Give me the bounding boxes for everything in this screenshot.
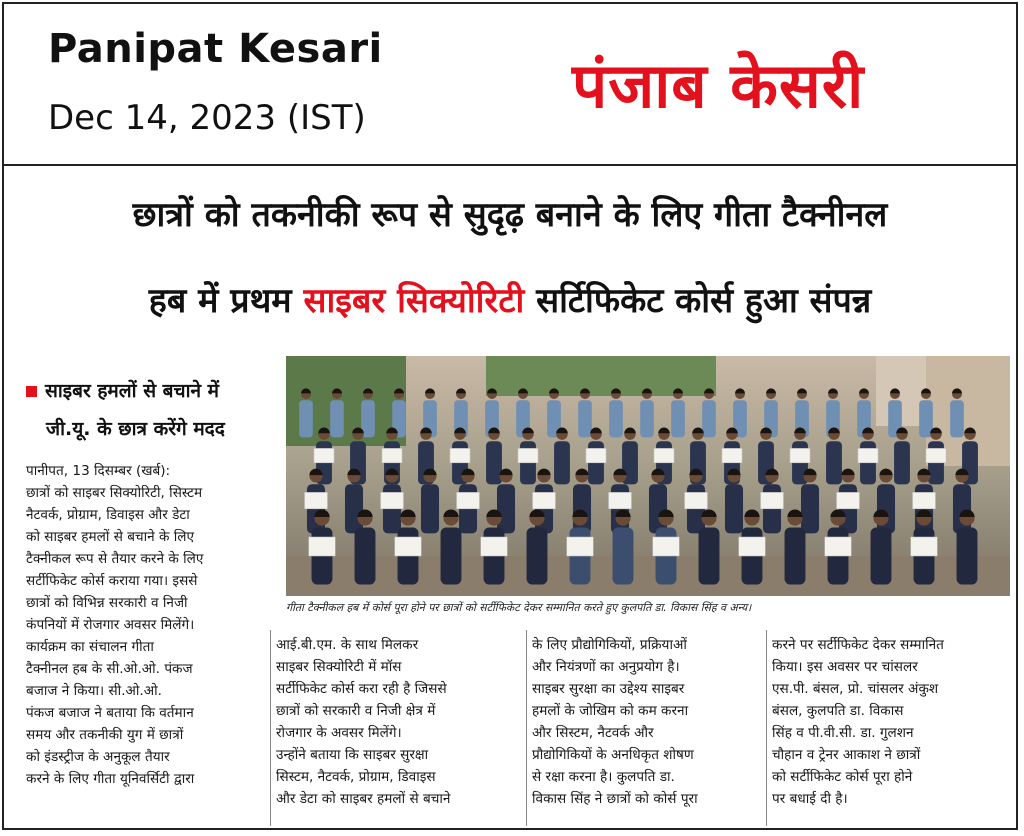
article-line: सिंह व पी.वी.सी. डा. गुलशन: [772, 725, 914, 741]
article-line: टैक्नीकल रूप से तैयार करने के लिए: [26, 551, 204, 567]
article-line: साइबर सिक्योरिटी में मॉस: [276, 659, 402, 675]
person-body: [894, 441, 910, 484]
article-line: और नियंत्रणों का अनुप्रयोग है।: [532, 659, 680, 675]
person-body: [355, 528, 376, 585]
red-square-icon: [26, 386, 37, 397]
person-body: [486, 441, 502, 484]
person-body: [826, 441, 842, 484]
article-line: चौहान व ट्रेनर आकाश ने छात्रों: [772, 747, 921, 763]
certificate: [382, 448, 402, 462]
headline-highlight: साइबर सिक्योरिटी: [303, 281, 525, 321]
certificate: [609, 492, 632, 508]
certificate: [911, 537, 938, 556]
person-body: [785, 528, 806, 585]
article-line: से रक्षा करना है। कुलपति डा.: [532, 769, 675, 785]
person-body: [957, 528, 978, 585]
article-line: के लिए प्रौद्योगिकियों, प्रक्रियाओं: [532, 637, 687, 653]
certificate: [926, 448, 946, 462]
group-photo-illustration: [286, 356, 1010, 596]
certificate: [305, 492, 328, 508]
article-line: छात्रों को साइबर सिक्योरिटी, सिस्टम: [26, 485, 203, 501]
certificate: [450, 448, 470, 462]
person-body: [421, 484, 439, 533]
headline-line-2-start: हब में प्रथम: [148, 281, 304, 321]
article-line: करने पर सर्टीफिकेट देकर सम्मानित: [772, 637, 944, 653]
article-line: एस.पी. बंसल, प्रो. चांसलर अंकुश: [772, 681, 939, 697]
newspaper-logo: पंजाब केसरी: [572, 49, 865, 122]
certificate: [825, 537, 852, 556]
article-column-2: [276, 634, 526, 810]
article-line: बजाज ने किया। सी.ओ.ओ.: [26, 683, 162, 699]
article-line: सर्टीफिकेट कोर्स करा रही है जिससे: [276, 681, 447, 697]
person-body: [671, 400, 685, 437]
certificate: [457, 492, 480, 508]
article-line: करने के लिए गीता यूनिवर्सिटी द्वारा: [26, 771, 195, 787]
article-line: कंपनियों में रोजगार अवसर मिलेंगे।: [26, 617, 195, 633]
certificate: [567, 537, 594, 556]
article-line: छात्रों को विभिन्न सरकारी व निजी: [26, 595, 188, 611]
person-body: [497, 484, 515, 533]
headline-line-1: छात्रों को तकनीकी रूप से सुदृढ़ बनाने के लिए गीता टैक्नीनल: [132, 195, 888, 235]
article-line: उन्होंने बताया कि साइबर सुरक्षा: [276, 747, 429, 763]
certificate: [586, 448, 606, 462]
column-divider: [270, 630, 271, 826]
article-line: साइबर सुरक्षा का उद्देश्य साइबर: [532, 681, 685, 697]
article-line: छात्रों को सरकारी व निजी क्षेत्र में: [276, 703, 436, 719]
person-body: [578, 400, 592, 437]
person-body: [871, 528, 892, 585]
person-body: [649, 484, 667, 533]
subheadline-line-2: जी.यू. के छात्र करेंगे मदद: [46, 418, 225, 440]
article-line: कार्यक्रम का संचालन गीता: [26, 639, 154, 655]
person-body: [702, 400, 716, 437]
certificate: [533, 492, 556, 508]
person-body: [640, 400, 654, 437]
person-body: [877, 484, 895, 533]
person-body: [699, 528, 720, 585]
certificate: [309, 537, 336, 556]
photo-caption: गीता टैक्नीकल हब में कोर्स पूरा होने पर छात्रों को सर्टीफिकेट देकर सम्मानित करते हुए कुलपति डा. विकास सिंह व अन्य।: [286, 601, 752, 614]
certificate: [654, 448, 674, 462]
publication-date: Dec 14, 2023 (IST): [48, 98, 366, 138]
certificate: [739, 537, 766, 556]
person-body: [330, 400, 344, 437]
article-column-1: [26, 460, 278, 790]
person-body: [345, 484, 363, 533]
article-line: और डेटा को साइबर हमलों से बचाने: [276, 791, 451, 807]
certificate: [837, 492, 860, 508]
group-photo: [286, 356, 1010, 596]
certificate: [722, 448, 742, 462]
article-line: टैक्नीनल हब के सी.ओ.ओ. पंकज: [26, 661, 193, 677]
article-line: को साइबर हमलों से बचाने के लिए: [26, 529, 195, 545]
certificate: [858, 448, 878, 462]
article-line: रोजगार के अवसर मिलेंगे।: [276, 725, 402, 741]
article-column-4: [772, 634, 1012, 810]
person-body: [801, 484, 819, 533]
column-divider: [766, 630, 767, 826]
article-line: हमलों के जोखिम को कम करना: [532, 703, 689, 719]
clipping-frame: [2, 2, 1018, 830]
headline-line-2-end: सर्टिफिकेट कोर्स हुआ संपन्न: [524, 281, 872, 321]
article-line: सिस्टम, नैटवर्क, प्रोग्राम, डिवाइस: [276, 769, 436, 785]
headline-line-2: [4, 276, 1016, 322]
certificate: [761, 492, 784, 508]
article-line: प्रौद्योगिकियों के अनधिकृत शोषण: [532, 747, 694, 763]
person-body: [441, 528, 462, 585]
certificate: [381, 492, 404, 508]
certificate: [685, 492, 708, 508]
masthead: [4, 4, 1016, 166]
article-line: बंसल, कुलपति डा. विकास: [772, 703, 904, 719]
article-line: सर्टीफिकेट कोर्स कराया गया। इससे: [26, 573, 198, 589]
person-body: [725, 484, 743, 533]
person-body: [299, 400, 313, 437]
subheadline: [26, 372, 276, 448]
certificate: [913, 492, 936, 508]
person-body: [527, 528, 548, 585]
person-body: [609, 400, 623, 437]
article-column-3: [532, 634, 762, 810]
subheadline-line-1: [26, 372, 276, 410]
person-body: [613, 528, 634, 585]
article-line: और सिस्टम, नैटवर्क और: [532, 725, 654, 741]
certificate: [395, 537, 422, 556]
article-line: को इंडस्ट्रीज के अनुकूल तैयार: [26, 749, 170, 765]
certificate: [314, 448, 334, 462]
article-line: नैटवर्क, प्रोग्राम, डिवाइस और डेटा: [26, 507, 190, 523]
publication-name: Panipat Kesari: [48, 26, 383, 72]
column-divider: [526, 630, 527, 826]
certificate: [518, 448, 538, 462]
article-line: विकास सिंह ने छात्रों को कोर्स पूरा: [532, 791, 698, 807]
subheadline-text-1: साइबर हमलों से बचाने में: [45, 380, 220, 402]
article-line: समय और तकनीकी युग में छात्रों: [26, 727, 184, 743]
person-body: [573, 484, 591, 533]
article-line: किया। इस अवसर पर चांसलर: [772, 659, 918, 675]
article-line: पंकज बजाज ने बताया कि वर्तमान: [26, 705, 194, 721]
article-line: आई.बी.एम. के साथ मिलकर: [276, 637, 419, 653]
certificate: [790, 448, 810, 462]
certificate: [481, 537, 508, 556]
person-body: [953, 484, 971, 533]
certificate: [653, 537, 680, 556]
person-body: [554, 441, 570, 484]
article-line: को सर्टीफिकेट कोर्स पूरा होने: [772, 769, 913, 785]
person-body: [950, 400, 964, 437]
article-line: पर बधाई दी है।: [772, 791, 848, 807]
article-line: पानीपत, 13 दिसम्बर (खर्ब):: [26, 463, 171, 479]
